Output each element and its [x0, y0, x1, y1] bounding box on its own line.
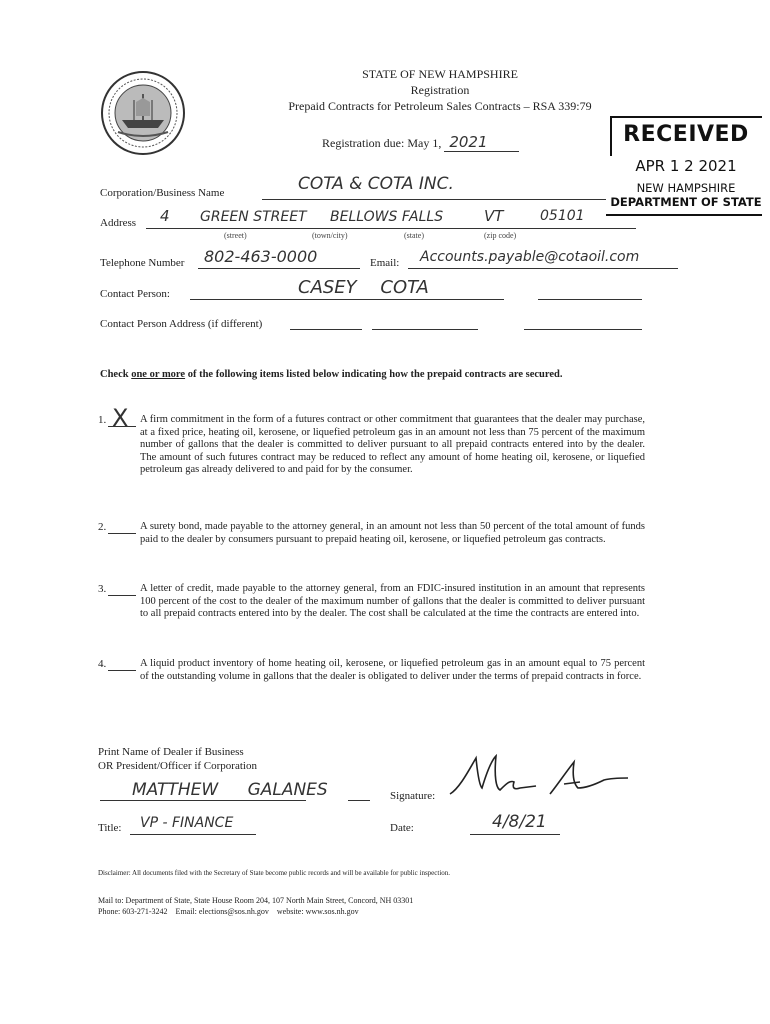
print-name-line: [100, 800, 306, 801]
instructions-prefix: Check: [100, 369, 132, 380]
item-1-blank: [108, 426, 136, 427]
signature-image[interactable]: [440, 748, 630, 808]
document-title: Prepaid Contracts for Petroleum Sales Contracts – RSA 339:79: [288, 99, 592, 113]
address-street[interactable]: GREEN STREET: [200, 209, 307, 225]
signature-pre-line: [348, 800, 370, 801]
print-label-2: OR President/Officer if Corporation: [98, 760, 257, 772]
item-3-text: A letter of credit, made payable to the attorney general, from an FDIC-insured institution in an amount that represents 100 percent of the cost to the dealer of the maximum number of gallons that the dealer is committed to deliver pursuant to all prepaid contracts entered into by the dealer. The cost shall be calculated at the time the contracts are entered into.: [140, 583, 645, 620]
print-label-1: Print Name of Dealer if Business: [98, 746, 244, 758]
item-1-checkmark[interactable]: X: [112, 404, 129, 432]
title-line: [130, 834, 256, 835]
stamp-line2: DEPARTMENT OF STATE: [610, 195, 762, 209]
due-year: 2021: [444, 133, 519, 152]
print-name-value[interactable]: MATTHEW GALANES: [132, 780, 328, 800]
contact-value[interactable]: CASEY COTA: [298, 277, 429, 298]
contact-address-line-2: [372, 329, 478, 330]
contact-address-line-1: [290, 329, 362, 330]
corp-label: Corporation/Business Name: [100, 187, 225, 199]
email-line: [408, 268, 678, 269]
contact-address-label: Contact Person Address (if different): [100, 318, 263, 330]
contact-label: Contact Person:: [100, 288, 170, 300]
address-town[interactable]: BELLOWS FALLS: [330, 209, 444, 225]
address-label: Address: [100, 217, 137, 229]
item-2-text: A surety bond, made payable to the attorney general, in an amount not less than 50 percent of the total amount of funds paid to the dealer by consumers pursuant to prepaid heating oil, kerosene, or liquefied petroleum gas contracts.: [140, 521, 645, 545]
item-4-number: 4.: [98, 658, 107, 670]
stamp-date: APR 1 2 2021: [635, 157, 737, 175]
address-line: [146, 228, 636, 229]
received-stamp: [606, 116, 766, 209]
due-label: Registration due: May 1,: [322, 136, 442, 150]
email-label: Email:: [370, 257, 400, 269]
item-4-blank[interactable]: [108, 670, 136, 671]
item-4-text: A liquid product inventory of home heating oil, kerosene, or liquefied petroleum gas in an amount equal to 75 percent of the outstanding volume in gallons that the dealer is obligated to deliver under the terms of prepaid contracts in force.: [140, 658, 645, 682]
stamp-received: RECEIVED: [623, 122, 749, 147]
corp-line: [262, 199, 606, 200]
stamp-line1: NEW HAMPSHIRE: [636, 181, 736, 195]
registration-due: [322, 133, 519, 152]
item-3-number: 3.: [98, 583, 107, 595]
address-state[interactable]: VT: [484, 207, 504, 225]
disclaimer: Disclaimer: All documents filed with the Secretary of State become public records and will be available for public inspection.: [98, 869, 451, 877]
item-3-blank[interactable]: [108, 595, 136, 596]
instructions-suffix: of the following items listed below indicating how the prepaid contracts are secured.: [185, 369, 563, 380]
stamp-border-bottom: [606, 214, 762, 216]
mail-to: Mail to: Department of State, State House Room 204, 107 North Main Street, Concord, NH 03301: [98, 896, 414, 905]
phone-value[interactable]: 802-463-0000: [204, 247, 318, 266]
title-label: Title:: [98, 822, 122, 834]
address-number[interactable]: 4: [160, 207, 170, 225]
signature-label: Signature:: [390, 790, 436, 802]
phone-label: Telephone Number: [100, 257, 185, 269]
contact-info: Phone: 603-271-3242 Email: elections@sos.nh.gov website: www.sos.nh.gov: [98, 907, 359, 916]
item-2-number: 2.: [98, 521, 107, 533]
corp-value[interactable]: COTA & COTA INC.: [298, 174, 454, 194]
zip-sub: (zip code): [484, 231, 517, 240]
date-label: Date:: [390, 822, 414, 834]
item-1-text: A firm commitment in the form of a futures contract or other commitment that guarantees that the dealer may purchase, at a fixed price, heating oil, kerosene, or liquefied petroleum gas in an amount not less than 75 percent of the maximum number of gallons that the dealer is committed to deliver pursuant to all prepaid contracts entered into by the dealer. The amount of such futures contract may be reduced to reflect any amount of home heating oil, kerosene, or liquefied petroleum gas already delivered to and paid for by the consumer.: [140, 414, 645, 476]
state-seal: [100, 70, 186, 156]
town-sub: (town/city): [312, 231, 348, 240]
state-sub: (state): [404, 231, 424, 240]
contact-address-line-3: [524, 329, 642, 330]
item-1-number: 1.: [98, 414, 107, 426]
date-line: [470, 834, 560, 835]
street-sub: (street): [224, 231, 247, 240]
title-value[interactable]: VP - FINANCE: [140, 815, 234, 831]
item-2-blank[interactable]: [108, 533, 136, 534]
phone-line: [198, 268, 360, 269]
address-zip[interactable]: 05101: [540, 208, 585, 224]
state-heading: STATE OF NEW HAMPSHIRE: [362, 67, 518, 81]
registration-heading: Registration: [410, 83, 470, 97]
stamp-border-top: [610, 116, 762, 156]
contact-line-2: [538, 299, 642, 300]
instructions: [100, 369, 562, 380]
date-value[interactable]: 4/8/21: [492, 812, 547, 832]
instructions-underlined: one or more: [131, 369, 186, 380]
email-value[interactable]: Accounts.payable@cotaoil.com: [420, 249, 640, 265]
contact-line: [190, 299, 504, 300]
